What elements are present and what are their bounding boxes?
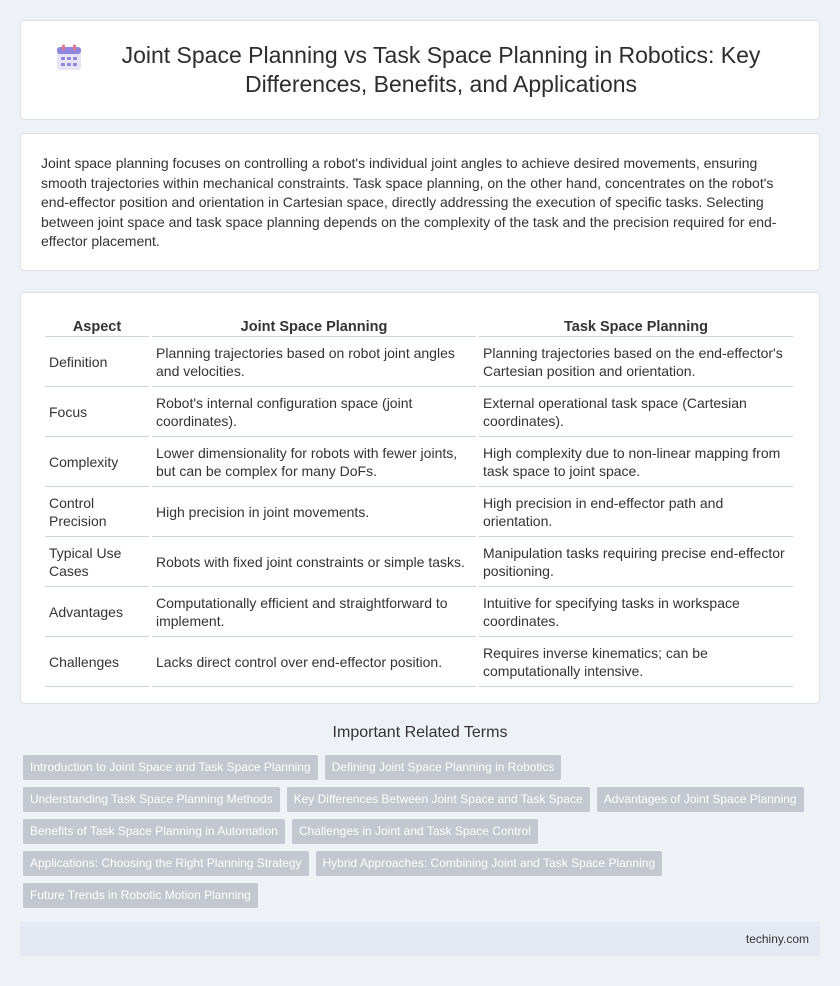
- table-row: [45, 489, 793, 537]
- calendar-icon: [54, 43, 84, 73]
- comparison-table: [42, 313, 796, 689]
- aspect-cell: Typical Use Cases: [45, 539, 149, 587]
- related-tag[interactable]: Challenges in Joint and Task Space Control: [292, 819, 538, 844]
- related-tag[interactable]: Key Differences Between Joint Space and Task Space: [287, 787, 590, 812]
- related-tag[interactable]: Introduction to Joint Space and Task Space Planning: [23, 755, 318, 780]
- task-space-cell: High complexity due to non-linear mapping from task space to joint space.: [479, 439, 793, 487]
- joint-space-cell: Lacks direct control over end-effector position.: [152, 639, 476, 687]
- table-row: [45, 389, 793, 437]
- related-tag[interactable]: Future Trends in Robotic Motion Planning: [23, 883, 258, 908]
- footer: [20, 922, 820, 956]
- aspect-cell: Control Precision: [45, 489, 149, 537]
- table-row: [45, 589, 793, 637]
- footer-site-link[interactable]: techiny.com: [745, 932, 809, 946]
- aspect-cell: Focus: [45, 389, 149, 437]
- joint-space-cell: Robot's internal configuration space (joint coordinates).: [152, 389, 476, 437]
- related-tag[interactable]: Applications: Choosing the Right Planning Strategy: [23, 851, 309, 876]
- related-tag[interactable]: Hybrid Approaches: Combining Joint and Task Space Planning: [316, 851, 663, 876]
- header-joint-space: Joint Space Planning: [152, 315, 476, 337]
- related-tag[interactable]: Advantages of Joint Space Planning: [597, 787, 804, 812]
- header-aspect: Aspect: [45, 315, 149, 337]
- task-space-cell: External operational task space (Cartesian coordinates).: [479, 389, 793, 437]
- related-tag[interactable]: Understanding Task Space Planning Methods: [23, 787, 280, 812]
- related-tag[interactable]: Benefits of Task Space Planning in Automation: [23, 819, 285, 844]
- table-row: [45, 439, 793, 487]
- page-title: Joint Space Planning vs Task Space Planning in Robotics: Key Differences, Benefits, and Applications: [121, 42, 761, 97]
- related-terms-tags: [23, 755, 823, 915]
- intro-card: [20, 133, 820, 271]
- joint-space-cell: High precision in joint movements.: [152, 489, 476, 537]
- table-header-row: [45, 315, 793, 337]
- related-tag[interactable]: Defining Joint Space Planning in Robotics: [325, 755, 562, 780]
- task-space-cell: Requires inverse kinematics; can be computationally intensive.: [479, 639, 793, 687]
- intro-text: Joint space planning focuses on controlling a robot's individual joint angles to achieve desired movements, ensuring smooth trajectories within mechanical constraints. Task space planning, on the other hand, concentrates on the robot's end-effector position and orientation in Cartesian space, directly addressing the execution of specific tasks. Selecting between joint space and task space planning depends on the complexity of the task and the precision required for end-effector placement.: [41, 155, 777, 249]
- table-row: [45, 339, 793, 387]
- header-task-space: Task Space Planning: [479, 315, 793, 337]
- task-space-cell: Manipulation tasks requiring precise end-effector positioning.: [479, 539, 793, 587]
- joint-space-cell: Lower dimensionality for robots with fewer joints, but can be complex for many DoFs.: [152, 439, 476, 487]
- aspect-cell: Challenges: [45, 639, 149, 687]
- table-row: [45, 639, 793, 687]
- aspect-cell: Definition: [45, 339, 149, 387]
- related-terms-title: Important Related Terms: [332, 724, 508, 741]
- table-row: [45, 539, 793, 587]
- header-inner: [54, 41, 786, 99]
- aspect-cell: Complexity: [45, 439, 149, 487]
- joint-space-cell: Robots with fixed joint constraints or simple tasks.: [152, 539, 476, 587]
- task-space-cell: Intuitive for specifying tasks in workspace coordinates.: [479, 589, 793, 637]
- aspect-cell: Advantages: [45, 589, 149, 637]
- comparison-table-card: [20, 292, 820, 704]
- task-space-cell: Planning trajectories based on the end-effector's Cartesian position and orientation.: [479, 339, 793, 387]
- joint-space-cell: Planning trajectories based on robot joint angles and velocities.: [152, 339, 476, 387]
- header-card: [20, 20, 820, 120]
- task-space-cell: High precision in end-effector path and orientation.: [479, 489, 793, 537]
- joint-space-cell: Computationally efficient and straightforward to implement.: [152, 589, 476, 637]
